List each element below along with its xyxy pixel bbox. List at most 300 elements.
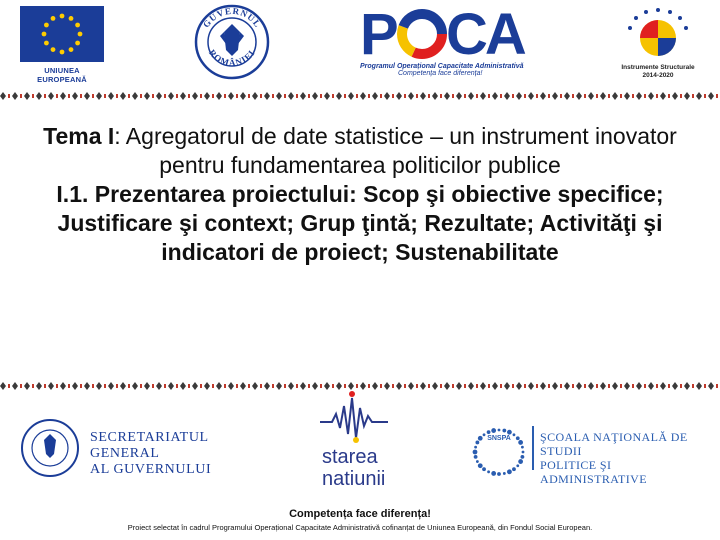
border-motif xyxy=(12,92,18,100)
border-dash xyxy=(392,94,394,98)
eu-star xyxy=(75,41,80,46)
eu-star xyxy=(75,23,80,28)
border-motif xyxy=(120,92,126,100)
starea-natiunii-logo xyxy=(318,384,398,499)
border-dash xyxy=(656,384,658,388)
border-motif xyxy=(504,382,510,390)
snspa-dot xyxy=(487,470,490,473)
border-motif xyxy=(552,382,558,390)
border-dash xyxy=(680,94,682,98)
eu-star xyxy=(60,50,65,55)
snspa-dot xyxy=(512,467,516,471)
border-dash xyxy=(308,94,310,98)
border-motif xyxy=(456,92,462,100)
gov-seal-text-top: GUVERNUL xyxy=(200,5,264,30)
border-dash xyxy=(692,94,694,98)
border-dash xyxy=(680,384,682,388)
poca-logo xyxy=(360,4,536,84)
border-motif xyxy=(708,92,714,100)
border-motif xyxy=(36,382,42,390)
border-motif xyxy=(60,382,66,390)
border-motif xyxy=(0,382,6,390)
decorative-border-top xyxy=(0,90,720,102)
border-motif xyxy=(168,382,174,390)
border-motif xyxy=(216,92,222,100)
snspa-dot xyxy=(478,463,483,468)
border-motif xyxy=(600,382,606,390)
border-motif xyxy=(540,382,546,390)
border-dash xyxy=(692,384,694,388)
border-motif xyxy=(492,382,498,390)
eu-star xyxy=(51,47,56,52)
border-motif xyxy=(168,92,174,100)
border-dash xyxy=(668,384,670,388)
border-motif xyxy=(624,382,630,390)
border-motif xyxy=(120,382,126,390)
border-motif xyxy=(348,92,354,100)
border-dash xyxy=(212,384,214,388)
border-motif xyxy=(240,92,246,100)
border-motif xyxy=(300,92,306,100)
snspa-dot xyxy=(474,455,478,459)
border-dash xyxy=(56,384,58,388)
border-motif xyxy=(564,92,570,100)
eu-star xyxy=(69,16,74,21)
header-logo-bar xyxy=(0,0,720,92)
snspa-dot xyxy=(518,440,523,445)
border-dash xyxy=(8,384,10,388)
border-dash xyxy=(164,384,166,388)
border-motif xyxy=(264,382,270,390)
snspa-dot xyxy=(516,436,520,440)
snspa-dot xyxy=(487,430,491,434)
border-dash xyxy=(68,94,70,98)
border-motif xyxy=(60,92,66,100)
border-motif xyxy=(540,92,546,100)
border-motif xyxy=(480,92,486,100)
border-dash xyxy=(164,94,166,98)
border-dash xyxy=(308,384,310,388)
border-dash xyxy=(644,384,646,388)
border-motif xyxy=(132,92,138,100)
svg-text:P: P xyxy=(360,4,396,60)
border-dash xyxy=(668,94,670,98)
border-dash xyxy=(344,94,346,98)
border-dash xyxy=(548,384,550,388)
snspa-dot xyxy=(483,433,486,436)
snspa-dot xyxy=(520,455,524,459)
border-motif xyxy=(252,382,258,390)
border-motif xyxy=(576,382,582,390)
waveform-icon xyxy=(318,384,398,446)
border-motif xyxy=(648,382,654,390)
border-dash xyxy=(80,384,82,388)
border-motif xyxy=(144,382,150,390)
border-motif xyxy=(156,92,162,100)
border-motif xyxy=(516,382,522,390)
border-dash xyxy=(176,94,178,98)
border-dash xyxy=(608,94,610,98)
border-dash xyxy=(236,94,238,98)
title-topic-text: : Agregatorul de date statistice – un instrument inovator pentru fundamentarea politicilor publice xyxy=(114,123,677,178)
border-motif xyxy=(228,382,234,390)
border-dash xyxy=(524,94,526,98)
snspa-dot xyxy=(522,451,525,454)
border-motif xyxy=(528,92,534,100)
border-dash xyxy=(596,94,598,98)
border-dash xyxy=(452,384,454,388)
border-dash xyxy=(572,94,574,98)
border-motif xyxy=(36,92,42,100)
border-motif xyxy=(156,382,162,390)
eu-star xyxy=(69,47,74,52)
snspa-dot xyxy=(491,428,496,433)
border-dash xyxy=(224,94,226,98)
border-motif xyxy=(612,92,618,100)
footer-note: Proiect selectat în cadrul Programului Operațional Capacitate Administrativă cofinanțat de Uniunea Europeană, din Fondul Social European. xyxy=(127,523,593,532)
border-motif xyxy=(312,92,318,100)
border-motif xyxy=(588,382,594,390)
snspa-dot xyxy=(513,433,516,436)
poca-program-name: Programul Operațional Capacitate Administrativă xyxy=(360,63,524,70)
border-dash xyxy=(116,94,118,98)
border-dash xyxy=(248,384,250,388)
snspa-dot xyxy=(473,450,478,455)
eu-star xyxy=(51,16,56,21)
eu-caption: UNIUNEA EUROPEANĂ xyxy=(37,66,87,84)
border-motif xyxy=(660,382,666,390)
border-dash xyxy=(32,94,34,98)
snspa-dot xyxy=(478,436,483,441)
border-dash xyxy=(440,94,442,98)
border-motif xyxy=(192,92,198,100)
border-dash xyxy=(140,94,142,98)
svg-text:CA: CA xyxy=(446,4,524,60)
border-motif xyxy=(360,92,366,100)
border-dash xyxy=(704,94,706,98)
border-motif xyxy=(708,382,714,390)
snspa-dot xyxy=(518,459,523,464)
border-dash xyxy=(500,384,502,388)
border-dash xyxy=(536,384,538,388)
border-dash xyxy=(56,94,58,98)
snspa-dot xyxy=(507,469,512,474)
eu-star xyxy=(60,14,65,19)
border-dash xyxy=(644,94,646,98)
sgg-logo xyxy=(20,418,270,488)
border-motif xyxy=(696,92,702,100)
poca-slogan: Competența face diferența! xyxy=(398,70,483,77)
border-motif xyxy=(420,92,426,100)
starea-word: starea xyxy=(322,446,378,468)
border-dash xyxy=(596,384,598,388)
border-motif xyxy=(132,382,138,390)
border-dash xyxy=(584,384,586,388)
border-motif xyxy=(300,382,306,390)
border-motif xyxy=(24,382,30,390)
border-dash xyxy=(464,384,466,388)
border-dash xyxy=(188,94,190,98)
border-dash xyxy=(356,94,358,98)
border-motif xyxy=(408,382,414,390)
eu-star xyxy=(78,32,83,37)
border-dash xyxy=(176,384,178,388)
border-dash xyxy=(44,384,46,388)
border-dash xyxy=(284,384,286,388)
border-motif xyxy=(636,92,642,100)
border-dash xyxy=(524,384,526,388)
sgg-line1: SECRETARIATUL GENERAL xyxy=(90,430,209,461)
border-dash xyxy=(416,384,418,388)
border-motif xyxy=(432,92,438,100)
border-dash xyxy=(704,384,706,388)
border-motif xyxy=(420,382,426,390)
border-motif xyxy=(612,382,618,390)
eu-flag-icon xyxy=(20,6,104,62)
border-motif xyxy=(588,92,594,100)
border-motif xyxy=(96,382,102,390)
natiunii-word: natiunii xyxy=(322,468,386,490)
border-dash xyxy=(200,384,202,388)
border-motif xyxy=(408,92,414,100)
structural-instruments-logo xyxy=(618,4,698,84)
border-dash xyxy=(8,94,10,98)
border-dash xyxy=(632,384,634,388)
border-motif xyxy=(276,382,282,390)
border-motif xyxy=(288,92,294,100)
title-topic-label: Tema I xyxy=(43,123,115,149)
snspa-dot xyxy=(491,471,496,476)
romanian-government-seal xyxy=(194,4,270,80)
border-dash xyxy=(20,384,22,388)
border-motif xyxy=(492,92,498,100)
snspa-line1: ŞCOALA NAŢIONALĂ DE STUDII xyxy=(540,430,688,458)
border-motif xyxy=(48,382,54,390)
border-motif xyxy=(228,92,234,100)
border-dash xyxy=(500,94,502,98)
eu-star xyxy=(44,23,49,28)
border-motif xyxy=(384,92,390,100)
border-motif xyxy=(468,92,474,100)
border-dash xyxy=(92,94,94,98)
border-motif xyxy=(288,382,294,390)
border-dash xyxy=(200,94,202,98)
border-dash xyxy=(260,94,262,98)
border-motif xyxy=(504,92,510,100)
border-motif xyxy=(516,92,522,100)
border-dash xyxy=(488,384,490,388)
border-dash xyxy=(452,94,454,98)
border-motif xyxy=(552,92,558,100)
border-motif xyxy=(672,382,678,390)
border-dash xyxy=(272,94,274,98)
border-motif xyxy=(648,92,654,100)
snspa-dot xyxy=(516,464,519,467)
border-motif xyxy=(96,92,102,100)
border-dash xyxy=(224,384,226,388)
is-caption: Instrumente Structurale xyxy=(621,64,695,71)
border-dash xyxy=(68,384,70,388)
snspa-line2: POLITICE ŞI ADMINISTRATIVE xyxy=(540,458,647,486)
border-motif xyxy=(660,92,666,100)
border-motif xyxy=(396,92,402,100)
border-motif xyxy=(144,92,150,100)
border-dash xyxy=(188,384,190,388)
eu-logo xyxy=(20,6,104,84)
border-dash xyxy=(476,94,478,98)
border-motif xyxy=(576,92,582,100)
border-dash xyxy=(104,94,106,98)
snspa-logo xyxy=(470,420,710,486)
border-dash xyxy=(428,384,430,388)
border-motif xyxy=(264,92,270,100)
border-motif xyxy=(84,382,90,390)
border-dash xyxy=(440,384,442,388)
border-motif xyxy=(72,382,78,390)
border-dash xyxy=(512,94,514,98)
border-dash xyxy=(632,94,634,98)
border-dash xyxy=(92,384,94,388)
border-motif xyxy=(600,92,606,100)
border-motif xyxy=(204,382,210,390)
border-motif xyxy=(684,92,690,100)
border-motif xyxy=(0,92,6,100)
border-dash xyxy=(404,94,406,98)
border-dash xyxy=(248,94,250,98)
border-dash xyxy=(152,384,154,388)
border-dash xyxy=(428,94,430,98)
snspa-divider xyxy=(532,426,534,470)
border-motif xyxy=(48,92,54,100)
border-dash xyxy=(128,94,130,98)
border-motif xyxy=(432,382,438,390)
slide-title xyxy=(30,122,690,267)
border-dash xyxy=(284,94,286,98)
border-motif xyxy=(252,92,258,100)
sgg-line2: AL GUVERNULUI xyxy=(90,462,212,477)
border-motif xyxy=(84,92,90,100)
border-motif xyxy=(672,92,678,100)
border-dash xyxy=(260,384,262,388)
border-motif xyxy=(240,382,246,390)
border-motif xyxy=(564,382,570,390)
border-motif xyxy=(372,92,378,100)
border-motif xyxy=(216,382,222,390)
border-dash xyxy=(128,384,130,388)
border-motif xyxy=(12,382,18,390)
border-dash xyxy=(584,94,586,98)
border-dash xyxy=(608,384,610,388)
border-motif xyxy=(468,382,474,390)
snspa-dot xyxy=(502,429,506,433)
border-dash xyxy=(116,384,118,388)
snspa-dot xyxy=(521,446,524,449)
border-dash xyxy=(320,94,322,98)
border-dash xyxy=(20,94,22,98)
snspa-dot xyxy=(498,429,501,432)
border-dash xyxy=(140,384,142,388)
border-dash xyxy=(296,384,298,388)
border-dash xyxy=(716,384,718,388)
snspa-ring-icon xyxy=(470,420,528,478)
border-dash xyxy=(416,94,418,98)
border-dash xyxy=(212,94,214,98)
border-dash xyxy=(44,94,46,98)
border-motif xyxy=(444,382,450,390)
border-motif xyxy=(108,382,114,390)
border-dash xyxy=(380,94,382,98)
border-motif xyxy=(684,382,690,390)
border-dash xyxy=(32,384,34,388)
border-motif xyxy=(192,382,198,390)
border-motif xyxy=(324,92,330,100)
border-motif xyxy=(336,92,342,100)
snspa-dot xyxy=(474,446,477,449)
eu-star xyxy=(42,32,47,37)
border-motif xyxy=(444,92,450,100)
border-motif xyxy=(456,382,462,390)
border-dash xyxy=(620,94,622,98)
border-dash xyxy=(368,94,370,98)
sgg-seal-icon xyxy=(20,418,80,478)
border-dash xyxy=(488,94,490,98)
border-motif xyxy=(636,382,642,390)
border-dash xyxy=(80,94,82,98)
snspa-dot xyxy=(475,441,479,445)
border-dash xyxy=(332,94,334,98)
border-motif xyxy=(276,92,282,100)
border-dash xyxy=(512,384,514,388)
snspa-badge: SNSPA xyxy=(487,435,511,442)
border-motif xyxy=(180,382,186,390)
border-dash xyxy=(572,384,574,388)
gov-seal-text-bottom: ROMÂNIEI xyxy=(206,47,258,68)
border-dash xyxy=(536,94,538,98)
snspa-dot xyxy=(503,472,506,475)
border-dash xyxy=(152,94,154,98)
border-motif xyxy=(24,92,30,100)
border-dash xyxy=(560,384,562,388)
snspa-dot xyxy=(507,430,512,435)
footer-slogan: Competența face diferența! xyxy=(289,508,431,520)
eu-star xyxy=(44,41,49,46)
border-dash xyxy=(104,384,106,388)
border-dash xyxy=(656,94,658,98)
border-dash xyxy=(560,94,562,98)
border-dash xyxy=(476,384,478,388)
border-dash xyxy=(620,384,622,388)
snspa-dot xyxy=(497,472,501,476)
snspa-dot xyxy=(476,460,479,463)
border-motif xyxy=(204,92,210,100)
snspa-dot xyxy=(482,467,486,471)
border-dash xyxy=(404,384,406,388)
border-motif xyxy=(480,382,486,390)
title-subtitle: I.1. Prezentarea proiectului: Scop şi obiective specifice; Justificare şi context; Grup ţintă; Rezultate; Activităţi şi indicatori de proiect; Sustenabilitate xyxy=(56,181,664,265)
border-motif xyxy=(624,92,630,100)
is-period: 2014-2020 xyxy=(642,72,674,79)
border-motif xyxy=(72,92,78,100)
border-motif xyxy=(528,382,534,390)
border-dash xyxy=(464,94,466,98)
border-dash xyxy=(272,384,274,388)
border-dash xyxy=(716,94,718,98)
border-dash xyxy=(296,94,298,98)
border-dash xyxy=(548,94,550,98)
border-motif xyxy=(108,92,114,100)
border-motif xyxy=(180,92,186,100)
border-dash xyxy=(236,384,238,388)
